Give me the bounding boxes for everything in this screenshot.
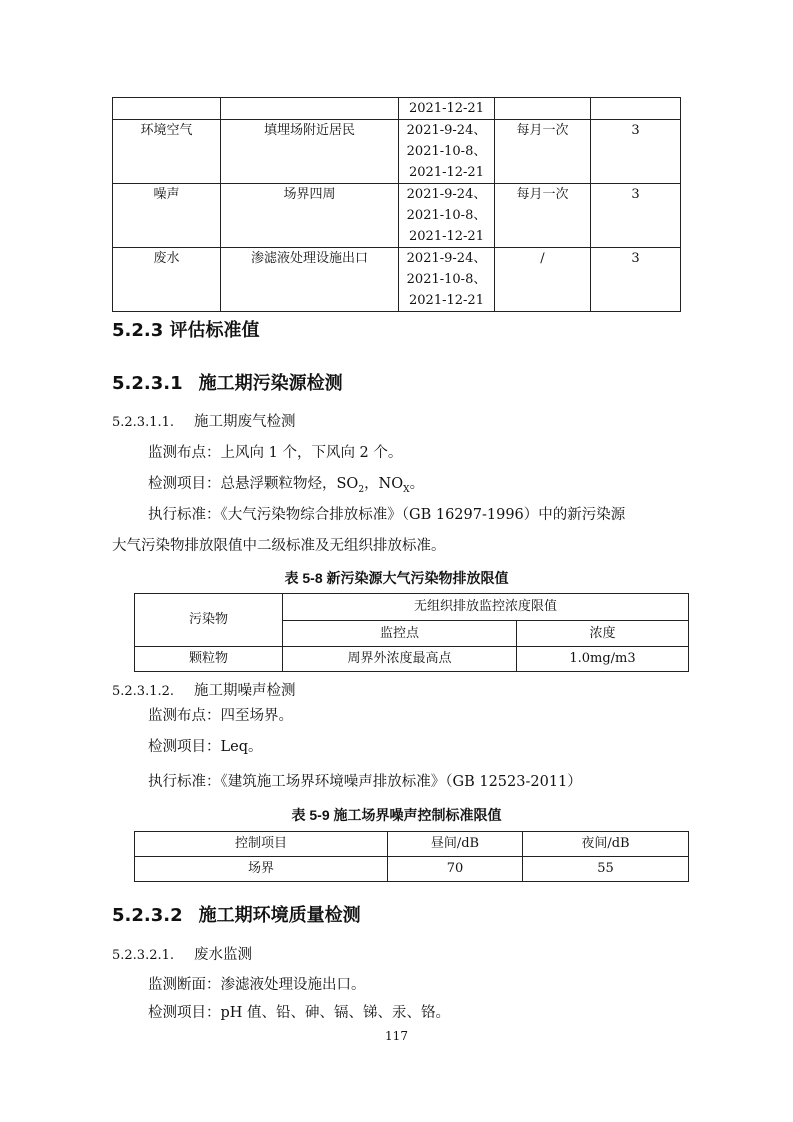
date: 2021-10-8、: [406, 208, 487, 223]
cell: [221, 98, 399, 120]
text: ，NO: [364, 476, 404, 492]
cell: 3: [591, 248, 681, 312]
paragraph: 检测项目：pH 值、铅、砷、镉、锑、汞、铬。: [148, 1005, 451, 1021]
emission-limit-table: [134, 593, 689, 672]
cell: 环境空气: [113, 120, 221, 184]
cell: [399, 184, 495, 248]
cell: [399, 98, 495, 120]
date: 2021-12-21: [409, 165, 484, 180]
section-title: 施工期污染源检测: [198, 373, 343, 394]
section-title: 施工期废气检测: [194, 414, 296, 430]
table-row: [113, 248, 681, 312]
cell: [495, 98, 591, 120]
section-number: 5.2.3.1: [112, 373, 183, 394]
cell: 1.0mg/m3: [517, 647, 689, 672]
cell: 颗粒物: [135, 647, 283, 672]
cell: 55: [523, 857, 689, 882]
paragraph: [148, 474, 424, 500]
section-number: 5.2.3.1.2.: [112, 684, 175, 699]
date: 2021-10-8、: [406, 272, 487, 287]
cell: 填埋场附近居民: [221, 120, 399, 184]
date: 2021-9-24、: [406, 187, 487, 202]
date: 2021-12-21: [409, 293, 484, 308]
heading-5-2-3-1-2: [112, 681, 296, 702]
text: 。: [409, 476, 425, 492]
cell: 场界四周: [221, 184, 399, 248]
heading-5-2-3-2-1: [112, 945, 252, 966]
table-row: [113, 120, 681, 184]
table-row: [113, 98, 681, 120]
cell: 3: [591, 120, 681, 184]
page-number: 117: [385, 1029, 408, 1043]
date: 2021-12-21: [409, 229, 484, 244]
header-cell: 控制项目: [135, 832, 388, 857]
paragraph: 监测布点：四至场界。: [148, 708, 293, 724]
subscript: 2: [358, 484, 365, 495]
section-number: 5.2.3.2.1.: [112, 948, 175, 963]
heading-5-2-3: 5.2.3 评估标准值: [112, 320, 260, 341]
monitoring-table: [112, 97, 681, 312]
heading-5-2-3-1: [112, 369, 343, 395]
noise-limit-table: [134, 831, 689, 882]
table-caption: 表 5-9 施工场界噪声控制标准限值: [291, 807, 502, 823]
paragraph: 大气污染物排放限值中二级标准及无组织排放标准。: [112, 538, 446, 554]
header-cell: 夜间/dB: [523, 832, 689, 857]
subscript: X: [403, 484, 410, 495]
cell: 废水: [113, 248, 221, 312]
cell: 噪声: [113, 184, 221, 248]
table-row: [135, 857, 689, 882]
table-row: [135, 647, 689, 672]
cell: 渗滤液处理设施出口: [221, 248, 399, 312]
paragraph: 执行标准：《大气污染物综合排放标准》（GB 16297-1996）中的新污染源: [148, 507, 626, 523]
section-number: 5.2.3.1.1.: [112, 415, 175, 430]
paragraph: 检测项目：Leq。: [148, 739, 263, 755]
cell: [113, 98, 221, 120]
date: 2021-9-24、: [406, 123, 487, 138]
paragraph: 监测布点：上风向 1 个，下风向 2 个。: [148, 445, 403, 461]
cell: 3: [591, 184, 681, 248]
cell: 每月一次: [495, 120, 591, 184]
cell: [399, 120, 495, 184]
section-title: 施工期环境质量检测: [198, 905, 361, 926]
cell: [591, 98, 681, 120]
cell: 每月一次: [495, 184, 591, 248]
heading-5-2-3-1-1: [112, 412, 296, 433]
cell: /: [495, 248, 591, 312]
table-caption: 表 5-8 新污染源大气污染物排放限值: [284, 570, 509, 586]
paragraph: 执行标准：《建筑施工场界环境噪声排放标准》（GB 12523-2011）: [148, 774, 582, 790]
date: 2021-9-24、: [406, 251, 487, 266]
header-cell: 昼间/dB: [388, 832, 523, 857]
header-cell: 污染物: [135, 594, 283, 647]
table-row: [113, 184, 681, 248]
header-cell: 监控点: [283, 621, 517, 647]
cell: 周界外浓度最高点: [283, 647, 517, 672]
date: 2021-10-8、: [406, 144, 487, 159]
section-title: 废水监测: [194, 947, 253, 963]
header-cell: 浓度: [517, 621, 689, 647]
cell: 70: [388, 857, 523, 882]
cell: [399, 248, 495, 312]
cell: 场界: [135, 857, 388, 882]
header-cell: 无组织排放监控浓度限值: [283, 594, 689, 621]
paragraph: 监测断面：渗滤液处理设施出口。: [148, 977, 366, 993]
text: 检测项目：总悬浮颗粒物烃，SO: [148, 476, 359, 492]
date: 2021-12-21: [409, 101, 484, 116]
section-number: 5.2.3.2: [112, 905, 183, 926]
section-title: 施工期噪声检测: [194, 683, 296, 699]
heading-5-2-3-2: [112, 901, 361, 927]
